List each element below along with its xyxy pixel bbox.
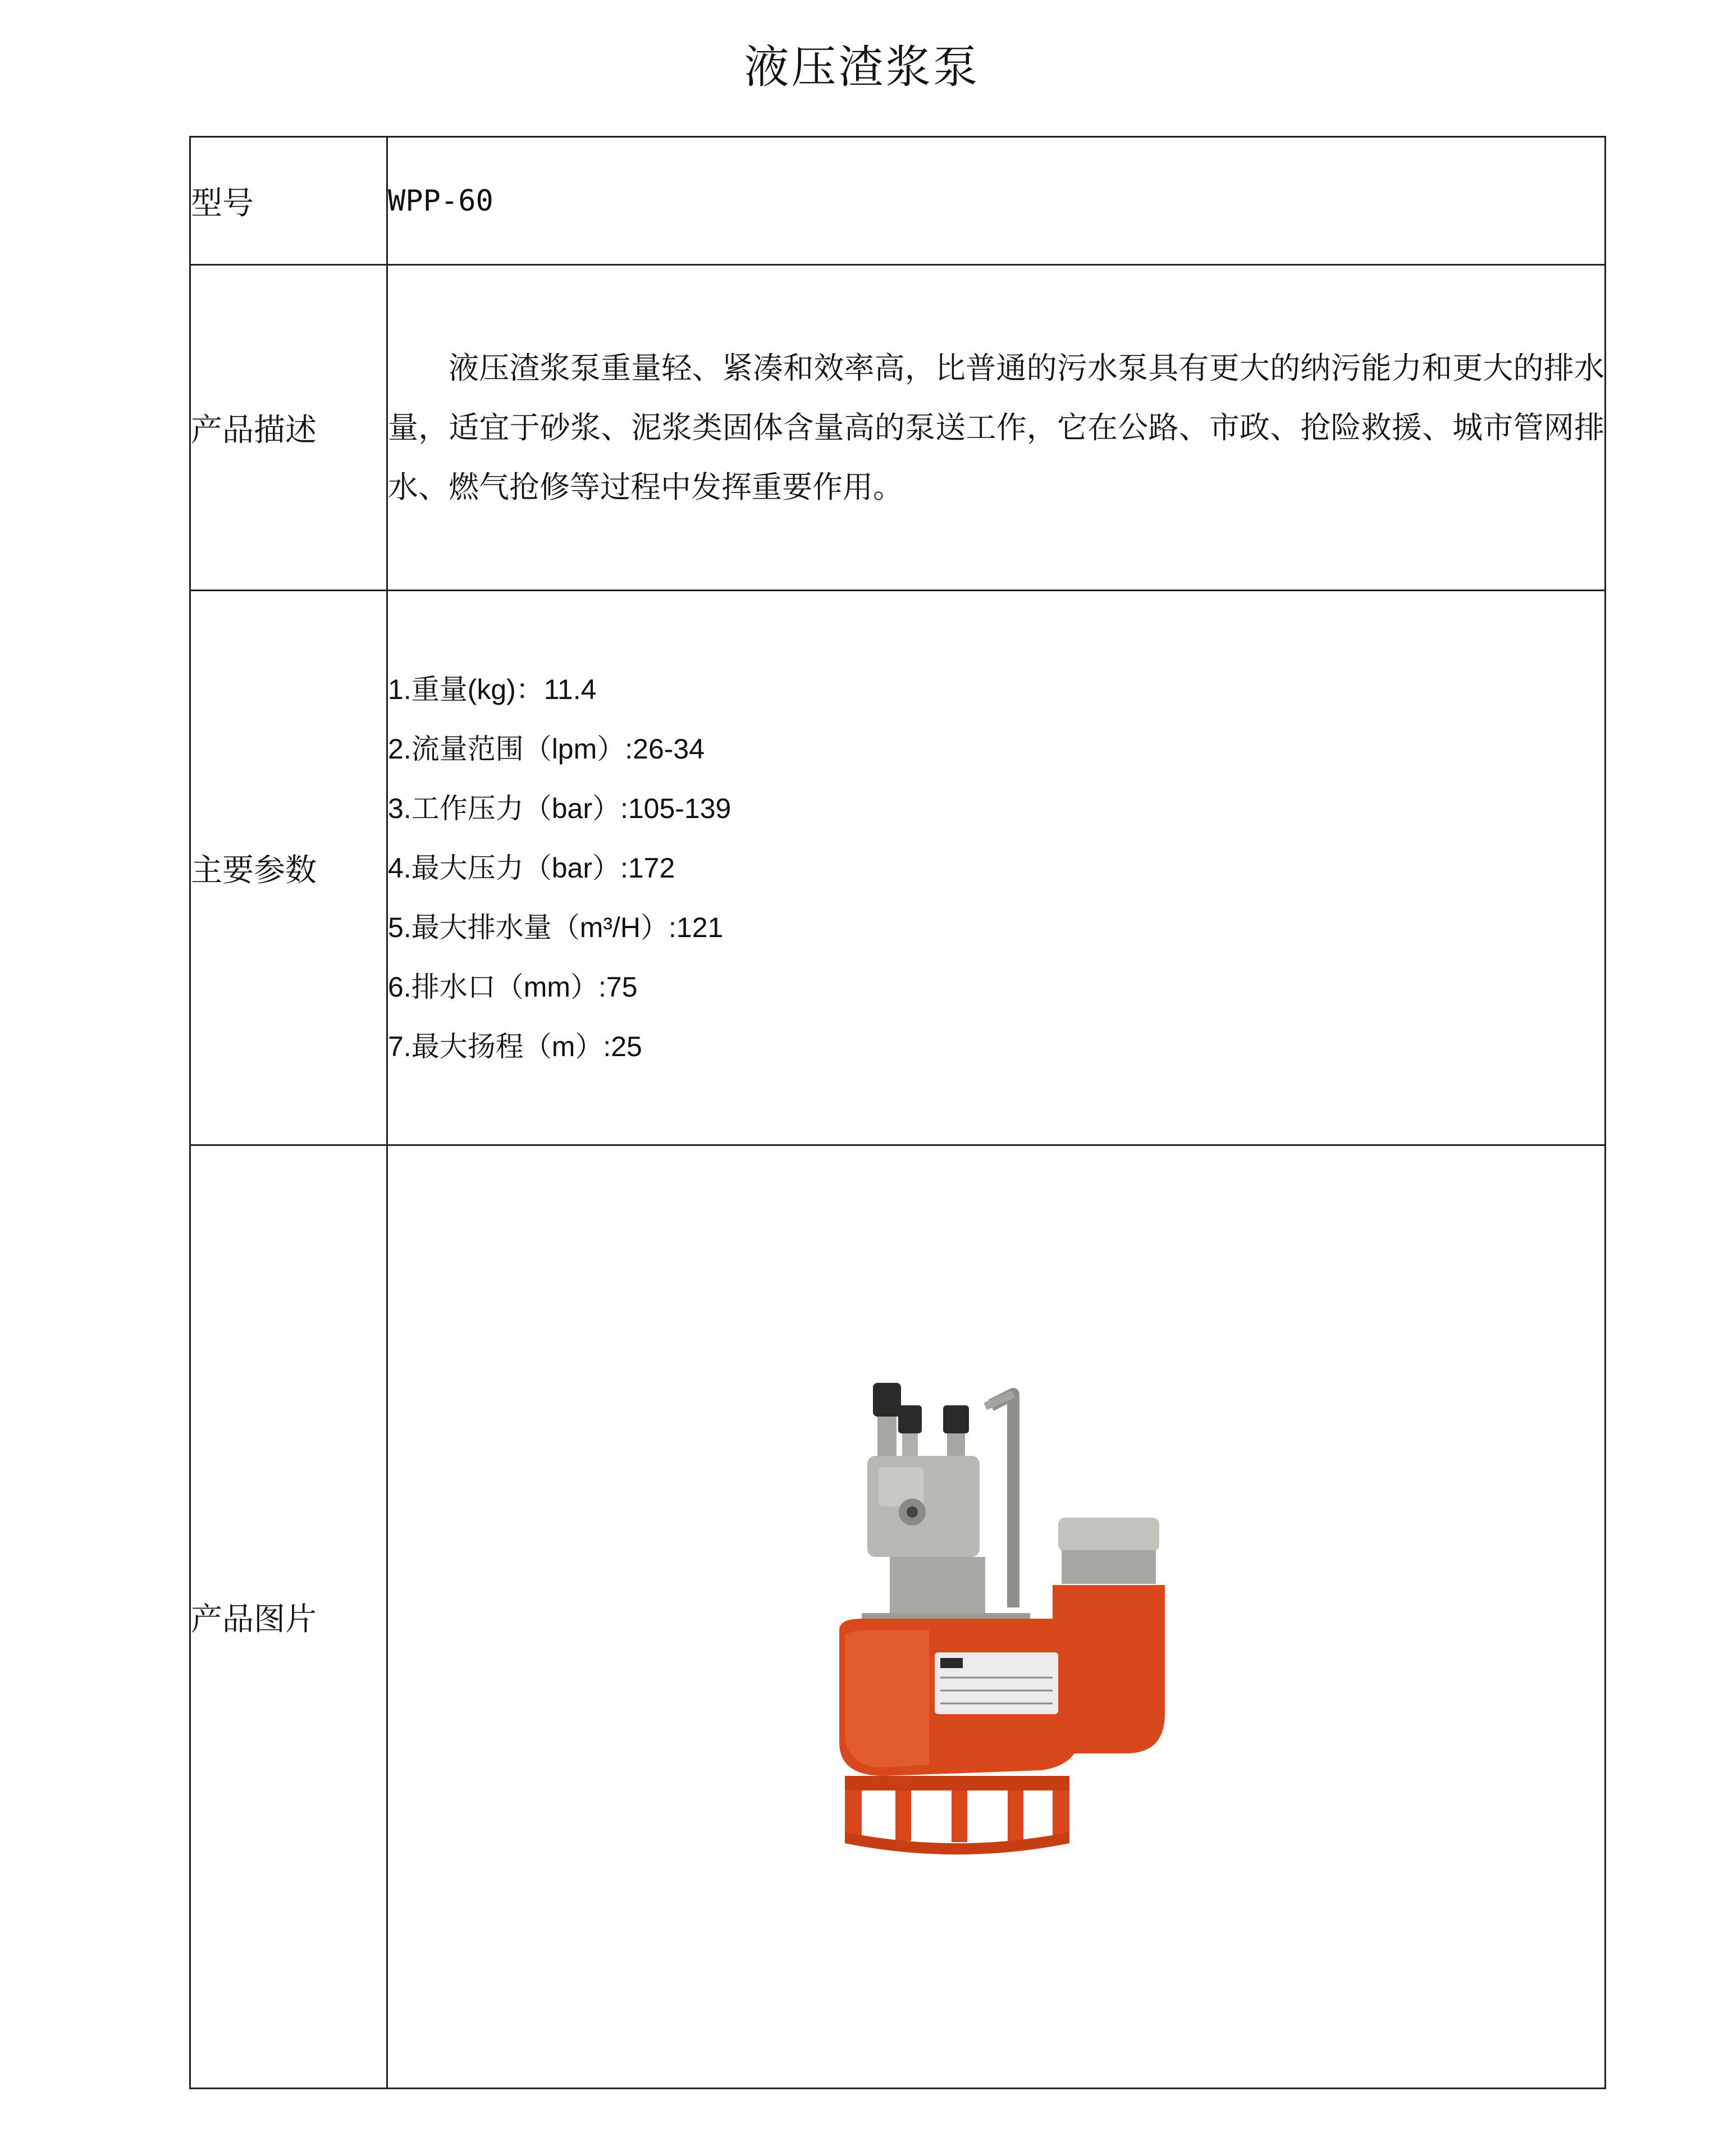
spec-table bbox=[189, 136, 1606, 2089]
description-label: 产品描述 bbox=[190, 265, 387, 591]
model-label: 型号 bbox=[190, 137, 387, 265]
parameter-list bbox=[388, 660, 1604, 1076]
parameters-label: 主要参数 bbox=[190, 591, 387, 1145]
model-value: WPP-60 bbox=[387, 137, 1606, 265]
row-model bbox=[190, 137, 1606, 265]
product-image bbox=[817, 1372, 1176, 1854]
parameter-item: 1.重量(kg)：11.4 bbox=[388, 673, 597, 705]
parameter-item: 5.最大排水量（m³/H）:121 bbox=[388, 911, 724, 943]
parameter-item: 4.最大压力（bar）:172 bbox=[388, 852, 675, 884]
parameter-item: 2.流量范围（lpm）:26-34 bbox=[388, 733, 705, 765]
row-parameters bbox=[190, 591, 1606, 1145]
parameter-item: 3.工作压力（bar）:105-139 bbox=[388, 792, 731, 824]
image-cell bbox=[387, 1145, 1606, 2089]
parameters-cell bbox=[387, 591, 1606, 1145]
image-label: 产品图片 bbox=[190, 1145, 387, 2089]
parameter-item: 6.排水口（mm）:75 bbox=[388, 971, 638, 1003]
description-text: 液压渣浆泵重量轻、紧凑和效率高，比普通的污水泵具有更大的纳污能力和更大的排水量，适宜于砂浆、泥浆类固体含量高的泵送工作，它在公路、市政、抢险救援、城市管网排水、燃气抢修等过程中发挥重要作用。 bbox=[388, 350, 1604, 505]
row-image bbox=[190, 1145, 1606, 2089]
document-title: 液压渣浆泵 bbox=[744, 41, 980, 93]
description-cell bbox=[387, 265, 1606, 591]
parameter-item: 7.最大扬程（m）:25 bbox=[388, 1030, 642, 1062]
row-description bbox=[190, 265, 1606, 591]
